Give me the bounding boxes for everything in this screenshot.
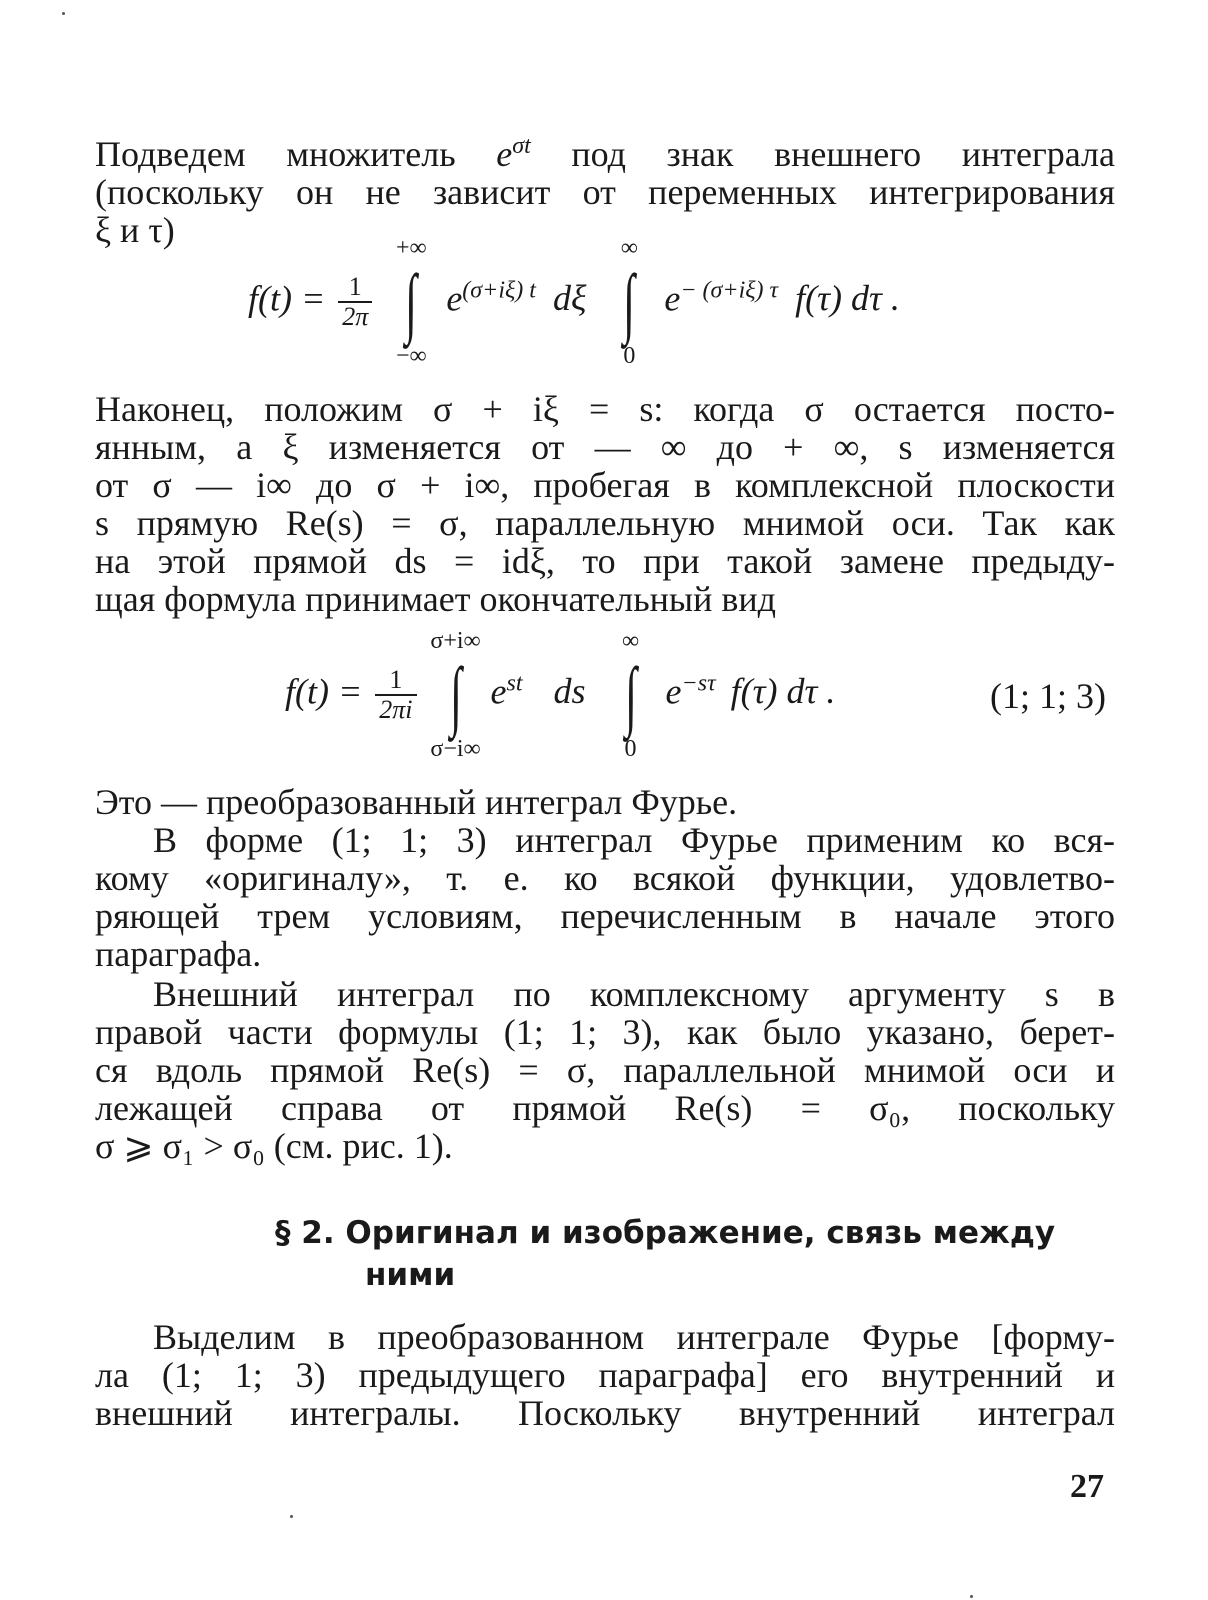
scan-speck [62,12,65,15]
para6-line-3: внешний интегралы. Поскольку внутренний интеграл [95,1393,1115,1433]
formula2-fraction: $\frac{1}{2\pi i}$ [375,666,416,724]
paragraph-1 [95,127,1115,249]
para1-line-3: ξ и τ) [95,210,175,250]
formula2-lhs: f(t) = [285,671,363,712]
paragraph-2 [95,390,1115,618]
formula-2: f(t) = $\frac{1}{2\pi i}$ σ+i∞ ∫ σ−i∞ $e^{st}$ ds ∞ ∫ 0 $e^{-s\tau}$ f(τ) dτ . [285,628,836,762]
formula1-fraction: $\frac{1}{2\pi}$ [338,273,372,331]
para5-line-1: Внешний интеграл по комплексному аргументу s в [153,974,1115,1014]
formula1-integral-outer: +∞ ∫ −∞ [395,235,427,369]
scan-speck [970,1595,973,1598]
page-number: 27 [1070,1468,1104,1505]
para4-line-3: ряющей трем условиям, перечисленным в начале этого [95,896,1115,936]
heading-line-2: ними [365,1257,456,1293]
heading-line-1: § 2. Оригинал и изображение, связь между [275,1215,1056,1251]
para6-line-2: ла (1; 1; 3) предыдущего параграфа] его внутренний и [95,1355,1115,1395]
para5-line-2: правой части формулы (1; 1; 3), как было указано, берет- [95,1012,1115,1052]
para2-line-3: от σ — i∞ до σ + i∞, пробегая в комплексной плоскости [95,465,1115,505]
para6-line-1: Выделим в преобразованном интеграле Фурье [форму- [153,1317,1115,1357]
formula1-differential: dξ [552,278,587,319]
para2-line-4: s прямую Re(s) = σ, параллельную мнимой оси. Так как [95,503,1115,543]
para4-line-1: В форме (1; 1; 3) интеграл Фурье применим ко вся- [153,820,1115,860]
para5-line-4: лежащей справа от прямой Re(s) = σ₀, поскольку [95,1088,1115,1128]
para1-line-2: (поскольку он не зависит от переменных интегрирования [95,172,1115,212]
scan-speck [290,1515,293,1518]
para3-line-1: Это — преобразованный интеграл Фурье. [95,782,738,822]
formula2-differential: ds [553,671,586,712]
equation-number: (1; 1; 3) [990,676,1106,716]
para5-line-5: σ ⩾ σ₁ > σ₀ (см. рис. 1). [95,1126,453,1166]
para4-line-4: параграфа. [95,934,262,974]
formula2-integral-inner: ∞ ∫ 0 [621,628,640,762]
para2-line-5: на этой прямой ds = idξ, то при такой замене предыду- [95,541,1115,581]
para2-line-6: щая формула принимает окончательный вид [95,579,776,619]
paragraph-3 [95,783,1115,821]
formula1-lhs: f(t) = [248,278,326,319]
formula1-integral-inner: ∞ ∫ 0 [620,235,638,369]
formula-1: f(t) = $\frac{1}{2\pi}$ +∞ ∫ −∞ $e^{(\sigma+i\xi) t}$ dξ ∞ ∫ 0 $e^{- (\sigma+i\xi) \tau}$ f(τ) dτ . [248,235,900,369]
para1-line-1: Подведем множитель $e^{\sigma t}$ под знак внешнего интеграла [95,133,1115,174]
para2-line-1: Наконец, положим σ + iξ = s: когда σ остается посто- [95,389,1115,429]
paragraph-4 [95,821,1115,973]
paragraph-5 [95,975,1115,1165]
para5-line-3: ся вдоль прямой Re(s) = σ, параллельной мнимой оси и [95,1050,1115,1090]
para2-line-2: янным, а ξ изменяется от — ∞ до + ∞, s изменяется [95,427,1115,467]
paragraph-6 [95,1318,1115,1432]
formula2-integral-outer: σ+i∞ ∫ σ−i∞ [430,628,481,762]
para4-line-2: кому «оригиналу», т. е. ко всякой функции, удовлетво- [95,858,1115,898]
section-heading [275,1212,1095,1296]
